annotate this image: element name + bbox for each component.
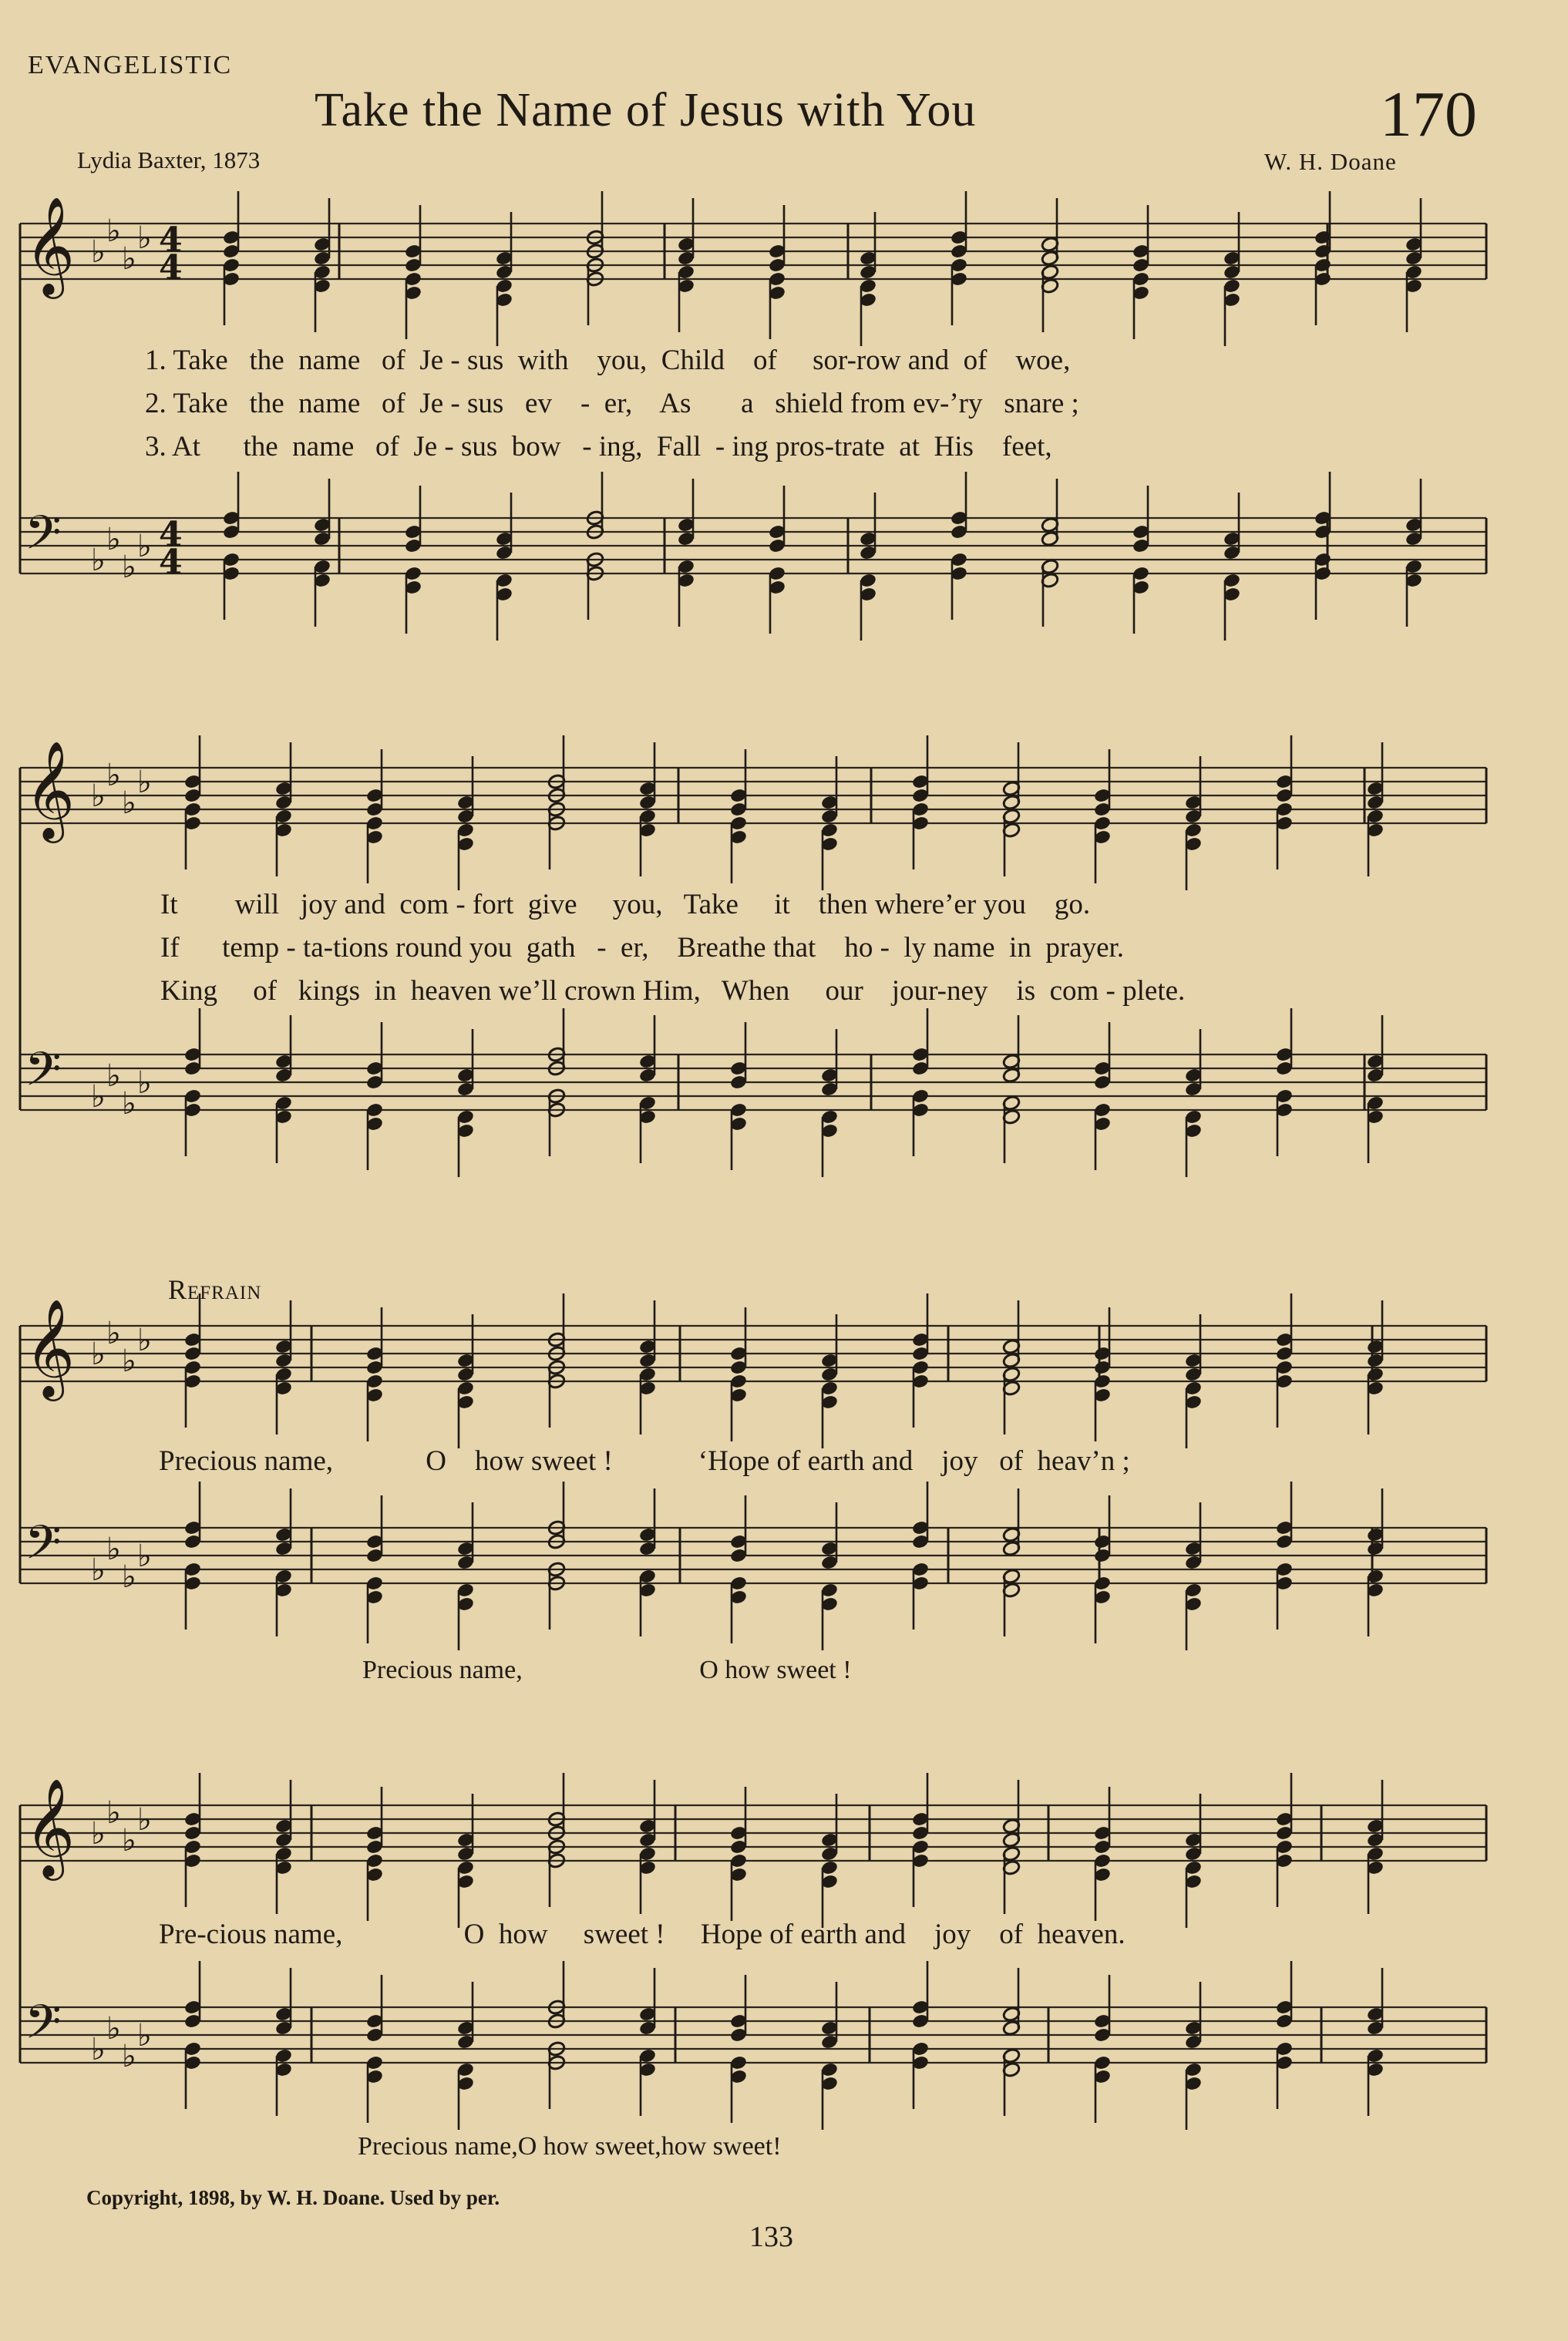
flat-icon: ♭ xyxy=(137,1539,152,1574)
flat-icon: ♭ xyxy=(91,2032,106,2067)
lyric-line: It will joy and com - fort give you, Take it then where’er you go. xyxy=(160,889,1091,920)
flat-icon: ♭ xyxy=(91,1816,106,1852)
flat-icon: ♭ xyxy=(122,1344,136,1379)
copyright-notice: Copyright, 1898, by W. H. Doane. Used by per. xyxy=(86,2186,500,2209)
bass-clef-icon: 𝄢 xyxy=(25,1042,62,1108)
flat-icon: ♭ xyxy=(106,2011,121,2047)
staff xyxy=(20,1528,1486,1583)
flat-icon: ♭ xyxy=(122,1559,136,1595)
lyric-line: 2. Take the name of Je - sus ev - er, As a shield from ev-’ry snare ; xyxy=(145,388,1079,419)
flat-icon: ♭ xyxy=(106,1795,121,1831)
treble-clef-icon: 𝄞 xyxy=(25,1778,76,1876)
flat-icon: ♭ xyxy=(106,214,121,249)
refrain-label: Refrain xyxy=(168,1274,262,1305)
bass-clef-icon: 𝄢 xyxy=(25,506,62,572)
flat-icon: ♭ xyxy=(137,1323,152,1358)
refrain-lyric: Precious name, O how sweet ! ‘Hope of earth and joy of heav’n ; xyxy=(159,1445,1130,1477)
staff xyxy=(20,518,1486,573)
flat-icon: ♭ xyxy=(122,785,136,821)
flat-icon: ♭ xyxy=(106,522,121,557)
flat-icon: ♭ xyxy=(91,779,106,814)
flat-icon: ♭ xyxy=(137,529,152,564)
flat-icon: ♭ xyxy=(106,1316,121,1351)
staff xyxy=(20,1805,1486,1861)
flat-icon: ♭ xyxy=(137,2018,152,2053)
flat-icon: ♭ xyxy=(91,543,106,578)
staff xyxy=(20,768,1486,823)
flat-icon: ♭ xyxy=(137,220,152,256)
author-credit: Lydia Baxter, 1873 xyxy=(77,146,261,173)
refrain-bass-lyric: Precious name,O how sweet,how sweet! xyxy=(358,2132,782,2161)
hymn-title: Take the Name of Jesus with You xyxy=(315,84,977,136)
bass-clef-icon: 𝄢 xyxy=(25,1515,62,1582)
flat-icon: ♭ xyxy=(122,1086,136,1122)
flat-icon: ♭ xyxy=(122,1823,136,1858)
treble-clef-icon: 𝄞 xyxy=(25,196,76,294)
treble-clef-icon: 𝄞 xyxy=(25,1298,76,1397)
page-number: 133 xyxy=(749,2221,793,2253)
flat-icon: ♭ xyxy=(137,765,152,800)
bass-clef-icon: 𝄢 xyxy=(25,1995,62,2061)
flat-icon: ♭ xyxy=(122,241,136,277)
flat-icon: ♭ xyxy=(91,234,106,270)
flat-icon: ♭ xyxy=(91,1079,106,1115)
refrain-bass-lyric: Precious name, O how sweet ! xyxy=(362,1656,852,1684)
time-signature-bottom: 4 xyxy=(159,543,183,582)
staff xyxy=(20,2007,1486,2063)
lyric-line: 3. At the name of Je - sus bow - ing, Fall - ing pros-trate at His feet, xyxy=(145,431,1052,462)
staff xyxy=(20,1326,1486,1381)
hymn-number: 170 xyxy=(1380,79,1477,150)
staff xyxy=(20,1054,1486,1110)
flat-icon: ♭ xyxy=(122,550,136,585)
category-label: EVANGELISTIC xyxy=(28,51,233,79)
treble-clef-icon: 𝄞 xyxy=(25,740,76,839)
refrain-lyric: Pre-cious name, O how sweet ! Hope of earth and joy of heaven. xyxy=(159,1919,1126,1950)
flat-icon: ♭ xyxy=(91,1337,106,1372)
flat-icon: ♭ xyxy=(137,1065,152,1101)
lyric-line: 1. Take the name of Je - sus with you, Child of sor-row and of woe, xyxy=(145,345,1071,376)
lyric-line: If temp - ta-tions round you gath - er, Breathe that ho - ly name in prayer. xyxy=(160,932,1125,964)
flat-icon: ♭ xyxy=(106,1058,121,1094)
flat-icon: ♭ xyxy=(106,758,121,793)
flat-icon: ♭ xyxy=(91,1552,106,1588)
time-signature-top: 4 xyxy=(159,515,183,554)
staff xyxy=(20,224,1486,279)
flat-icon: ♭ xyxy=(122,2039,136,2074)
flat-icon: ♭ xyxy=(106,1532,121,1567)
lyric-line: King of kings in heaven we’ll crown Him, When our jour-ney is com - plete. xyxy=(160,975,1186,1007)
flat-icon: ♭ xyxy=(137,1802,152,1838)
composer-credit: W. H. Doane xyxy=(1264,148,1397,175)
time-signature-bottom: 4 xyxy=(159,248,183,288)
time-signature-top: 4 xyxy=(159,220,183,260)
